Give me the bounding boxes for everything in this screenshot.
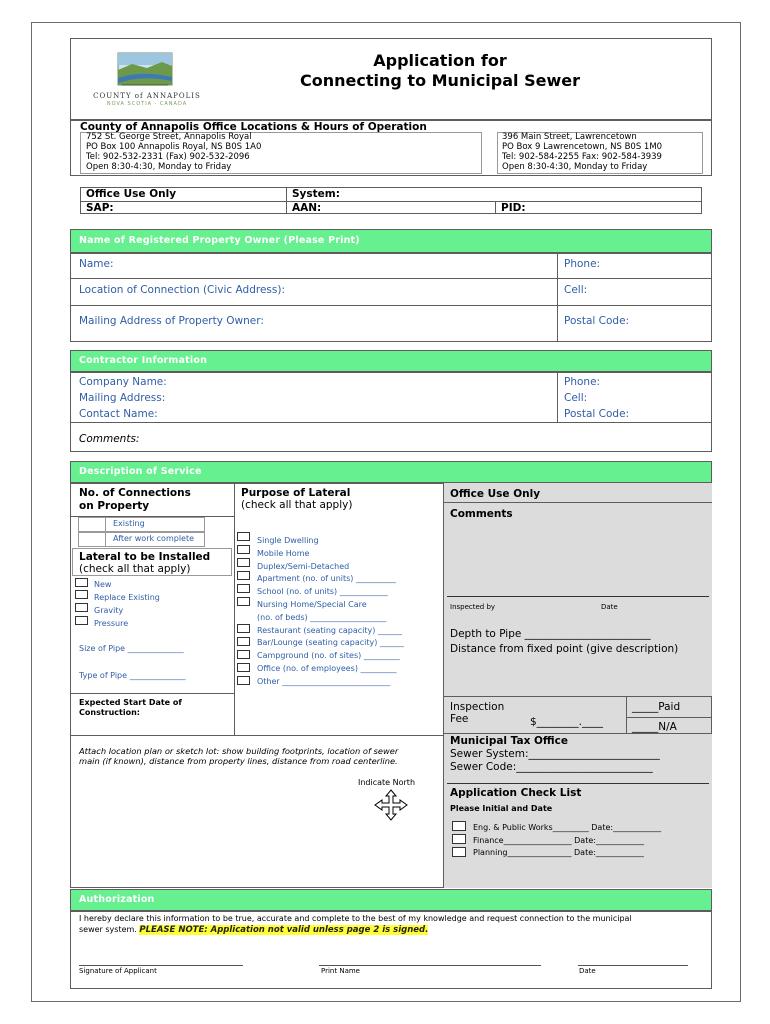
divider xyxy=(70,422,712,423)
connections-label xyxy=(79,487,191,513)
owner-mailing-field[interactable]: Mailing Address of Property Owner: xyxy=(79,315,264,327)
office-left-line: Tel: 902-532-2331 (Fax) 902-532-2096 xyxy=(86,152,250,162)
existing-count-box[interactable] xyxy=(78,517,106,532)
declaration-end: sewer system. xyxy=(79,925,137,934)
purpose-option: Apartment (no. of units) __________ xyxy=(257,574,396,584)
owner-phone-field[interactable]: Phone: xyxy=(564,258,601,270)
replace-existing-label: Replace Existing xyxy=(94,593,160,602)
checklist-item: Planning________________ Date:____________ xyxy=(473,848,644,857)
office-use-label: Office Use Only xyxy=(86,188,177,200)
divider xyxy=(70,693,235,694)
contractor-phone-field[interactable]: Phone: xyxy=(564,376,601,388)
offices-heading: County of Annapolis Office Locations & Hours of Operation xyxy=(80,121,427,133)
after-work-label: After work complete xyxy=(113,534,195,543)
office-right-line: 396 Main Street, Lawrencetown xyxy=(502,132,637,142)
pressure-label: Pressure xyxy=(94,619,129,628)
purpose-sub: (check all that apply) xyxy=(241,499,353,511)
compass-icon xyxy=(371,789,411,825)
fee-amount-field[interactable]: $________.____ xyxy=(530,716,604,728)
divider xyxy=(70,278,712,279)
date-label: Date xyxy=(579,967,596,975)
title-line-2: Connecting to Municipal Sewer xyxy=(300,71,580,90)
inspected-date-label: Date xyxy=(601,603,618,611)
divider xyxy=(626,696,627,734)
owner-section xyxy=(70,253,712,342)
form-title xyxy=(250,51,630,91)
lateral-sub: (check all that apply) xyxy=(79,563,191,575)
gravity-label: Gravity xyxy=(94,606,124,615)
logo-subtext: NOVA SCOTIA · CANADA xyxy=(106,101,188,107)
owner-cell-field[interactable]: Cell: xyxy=(564,284,588,296)
office-use-side-label: Office Use Only xyxy=(450,488,541,500)
planning-checkbox[interactable] xyxy=(452,847,466,857)
purpose-option: School (no. of units) ____________ xyxy=(257,587,388,597)
start-date-line: Construction: xyxy=(79,708,140,717)
purpose-option: Duplex/Semi-Detached xyxy=(257,561,350,571)
size-of-pipe-field[interactable]: Size of Pipe ______________ xyxy=(79,644,184,653)
validity-note: PLEASE NOTE: Application not valid unless page 2 is signed. xyxy=(139,925,429,935)
signature-label: Signature of Applicant xyxy=(79,967,157,975)
indicate-north-label: Indicate North xyxy=(358,778,416,787)
restaurant-checkbox[interactable] xyxy=(237,624,250,633)
system-field[interactable]: System: xyxy=(292,188,340,200)
divider xyxy=(80,201,702,202)
sketch-line: Attach location plan or sketch lot: show building footprints, location of sewer xyxy=(79,746,399,756)
comments-field[interactable]: Comments: xyxy=(79,433,140,445)
aan-field[interactable]: AAN: xyxy=(292,202,322,214)
tax-office-heading: Municipal Tax Office xyxy=(450,735,568,747)
start-date-line: Expected Start Date of xyxy=(79,698,182,707)
divider xyxy=(557,253,558,342)
divider xyxy=(443,483,444,888)
divider xyxy=(557,372,558,422)
start-date-field[interactable] xyxy=(79,698,182,718)
office-left-line: PO Box 100 Annapolis Royal, NS B0S 1A0 xyxy=(86,142,262,152)
checklist-item: Finance_________________ Date:____________ xyxy=(473,835,644,845)
purpose-option: Restaurant (seating capacity) ______ xyxy=(257,625,402,635)
purpose-option: Other ___________________________ xyxy=(257,676,391,686)
service-section-header: Description of Service xyxy=(70,461,712,483)
office-left-address xyxy=(86,132,261,172)
declaration-line xyxy=(79,924,632,936)
connections-line: No. of Connections xyxy=(79,487,191,499)
pid-field[interactable]: PID: xyxy=(501,202,526,214)
office-right-address xyxy=(502,132,662,172)
owner-name-field[interactable]: Name: xyxy=(79,258,114,270)
office-right-line: PO Box 9 Lawrencetown, NS B0S 1M0 xyxy=(502,142,663,152)
na-field[interactable]: _____N/A xyxy=(632,721,677,733)
print-name-line[interactable] xyxy=(319,965,541,966)
office-left-line: Open 8:30-4:30, Monday to Friday xyxy=(86,162,232,172)
purpose-option: Nursing Home/Special Care xyxy=(257,599,367,609)
checklist-items xyxy=(473,822,661,860)
company-name-field[interactable]: Company Name: xyxy=(79,376,167,388)
date-line[interactable] xyxy=(578,965,688,966)
sewer-system-field[interactable]: Sewer System:_________________________ xyxy=(450,748,660,760)
checklist-heading: Application Check List xyxy=(450,787,582,799)
existing-label: Existing xyxy=(113,519,145,528)
new-label: New xyxy=(94,580,112,589)
connections-line: on Property xyxy=(79,500,150,512)
title-line-1: Application for xyxy=(373,51,507,70)
office-checkbox[interactable] xyxy=(237,663,250,672)
divider xyxy=(447,783,709,784)
purpose-option: Campground (no. of sites) _________ xyxy=(257,651,400,661)
contractor-cell-field[interactable]: Cell: xyxy=(564,392,588,404)
divider xyxy=(70,735,443,736)
contractor-postal-field[interactable]: Postal Code: xyxy=(564,408,630,420)
depth-to-pipe-field[interactable]: Depth to Pipe ________________________ xyxy=(450,628,651,640)
contractor-mailing-field[interactable]: Mailing Address: xyxy=(79,392,166,404)
authorization-section-header: Authorization xyxy=(70,889,712,911)
checklist-item: Eng. & Public Works_________ Date:____________ xyxy=(473,823,662,832)
inspection-line: Inspection xyxy=(450,701,505,713)
owner-section-header: Name of Registered Property Owner (Please Print) xyxy=(70,229,712,253)
apartment-checkbox[interactable] xyxy=(237,571,250,580)
lateral-heading: Lateral to be Installed xyxy=(79,551,211,563)
distance-field[interactable]: Distance from fixed point (give description) xyxy=(450,643,679,655)
location-field[interactable]: Location of Connection (Civic Address): xyxy=(79,284,285,296)
purpose-option: Bar/Lounge (seating capacity) ______ xyxy=(257,638,404,648)
single-dwelling-checkbox[interactable] xyxy=(237,532,250,541)
divider xyxy=(626,717,712,718)
purpose-option: Office (no. of employees) _________ xyxy=(257,663,397,673)
gravity-checkbox[interactable] xyxy=(75,603,88,612)
declaration-line: I hereby declare this information to be true, accurate and complete to the best of my knowledge and request connection to the municipal xyxy=(79,914,632,923)
purpose-list xyxy=(257,535,404,689)
sketch-line: main (if known), distance from property lines, distance from road centerline. xyxy=(79,756,398,766)
divider xyxy=(234,483,235,735)
office-right-line: Tel: 902-584-2255 Fax: 902-584-3939 xyxy=(502,152,662,162)
comments-label: Comments xyxy=(450,508,513,520)
contractor-section-header: Contractor Information xyxy=(70,350,712,372)
replace-existing-checkbox[interactable] xyxy=(75,590,88,599)
inspected-by-label: Inspected by xyxy=(450,603,496,611)
divider xyxy=(495,201,496,214)
new-checkbox[interactable] xyxy=(75,578,88,587)
checklist-sub: Please Initial and Date xyxy=(450,804,553,813)
sap-field[interactable]: SAP: xyxy=(86,202,114,214)
contact-name-field[interactable]: Contact Name: xyxy=(79,408,158,420)
office-right-line: Open 8:30-4:30, Monday to Friday xyxy=(502,162,648,172)
bar-lounge-checkbox[interactable] xyxy=(237,637,250,646)
nursing-home-checkbox[interactable] xyxy=(237,597,250,606)
eng-checkbox[interactable] xyxy=(452,821,466,831)
sewer-code-field[interactable]: Sewer Code:__________________________ xyxy=(450,761,653,773)
office-left-line: 752 St. George Street, Annapolis Royal xyxy=(86,132,252,142)
campground-checkbox[interactable] xyxy=(237,650,250,659)
after-count-box[interactable] xyxy=(78,532,106,547)
mobile-home-checkbox[interactable] xyxy=(237,545,250,554)
logo-text: COUNTY of ANNAPOLIS xyxy=(93,92,201,100)
purpose-option: (no. of beds) ___________________ xyxy=(257,612,387,622)
paid-field[interactable]: _____Paid xyxy=(632,701,681,713)
divider xyxy=(447,596,709,597)
school-checkbox[interactable] xyxy=(237,584,250,593)
pressure-checkbox[interactable] xyxy=(75,616,88,625)
print-name-label: Print Name xyxy=(321,967,360,975)
purpose-option: Single Dwelling xyxy=(257,536,319,545)
sketch-area[interactable] xyxy=(236,745,422,757)
inspection-line: Fee xyxy=(450,713,469,725)
signature-line[interactable] xyxy=(79,965,243,966)
divider xyxy=(70,305,712,306)
type-of-pipe-field[interactable]: Type of Pipe ______________ xyxy=(79,671,186,680)
duplex-checkbox[interactable] xyxy=(237,558,250,567)
purpose-heading: Purpose of Lateral xyxy=(241,487,351,499)
other-checkbox[interactable] xyxy=(237,676,250,685)
divider xyxy=(443,502,712,503)
finance-checkbox[interactable] xyxy=(452,834,466,844)
declaration-text xyxy=(79,913,632,936)
inspection-fee-label xyxy=(450,701,504,725)
purpose-option: Mobile Home xyxy=(257,548,310,558)
owner-postal-field[interactable]: Postal Code: xyxy=(564,315,630,327)
